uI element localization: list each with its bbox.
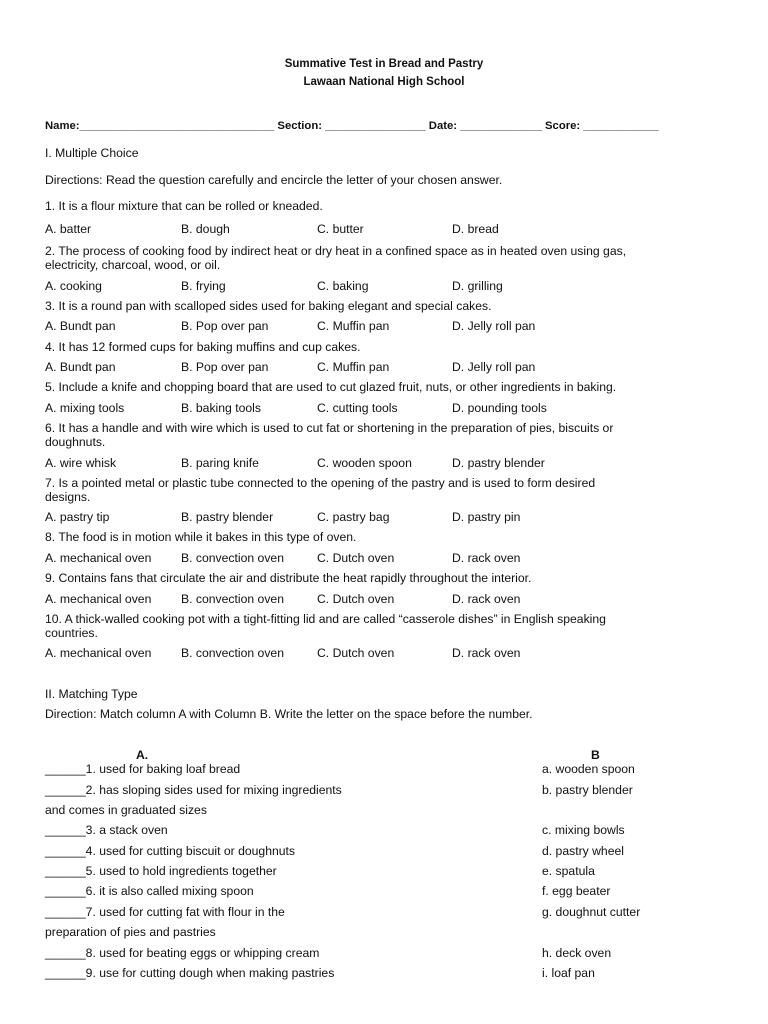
choice-6b: B. paring knife [181,456,259,470]
choice-7c: C. pastry bag [317,510,390,524]
match-row-8-a: ______8. used for beating eggs or whipping cream [45,946,320,960]
column-b-header: B [591,748,600,762]
choice-8a: A. mechanical oven [45,551,152,565]
student-info-line: Name:_______________________________ Section: ________________ Date: _____________ Score: ____________ [45,120,659,132]
choice-6c: C. wooden spoon [317,456,412,470]
match-row-4-a: ______4. used for cutting biscuit or doughnuts [45,844,296,858]
part2-directions: Direction: Match column A with Column B. Write the letter on the space before the number. [45,707,533,721]
choice-4b: B. Pop over pan [181,360,269,374]
match-row-8-b: h. deck oven [542,946,612,960]
match-row-3-a: ______3. a stack oven [45,823,168,837]
choice-3c: C. Muffin pan [317,319,390,333]
choice-9b: B. convection oven [181,592,284,606]
choice-5c: C. cutting tools [317,401,398,415]
choice-1b: B. dough [181,222,230,236]
choice-10b: B. convection oven [181,646,284,660]
choice-4c: C. Muffin pan [317,360,390,374]
choice-6a: A. wire whisk [45,456,117,470]
part1-directions: Directions: Read the question carefully and encircle the letter of your chosen answer. [45,173,503,187]
match-row-9-b: i. loaf pan [542,966,595,980]
choice-4a: A. Bundt pan [45,360,116,374]
choice-9a: A. mechanical oven [45,592,152,606]
choice-7a: A. pastry tip [45,510,110,524]
choice-3d: D. Jelly roll pan [452,319,536,333]
question-3: 3. It is a round pan with scalloped sides used for baking elegant and special cakes. [45,299,492,313]
choice-9d: D. rack oven [452,592,521,606]
choice-3a: A. Bundt pan [45,319,116,333]
choice-8b: B. convection oven [181,551,284,565]
choice-9c: C. Dutch oven [317,592,395,606]
choice-7b: B. pastry blender [181,510,274,524]
match-row-9-a: ______9. use for cutting dough when making pastries [45,966,335,980]
question-10-cont: countries. [45,626,98,640]
question-9: 9. Contains fans that circulate the air and distribute the heat rapidly throughout the interior. [45,571,532,585]
match-row-4-b: d. pastry wheel [542,844,624,858]
choice-5b: B. baking tools [181,401,261,415]
match-row-1-a: ______1. used for baking loaf bread [45,762,241,776]
choice-10a: A. mechanical oven [45,646,152,660]
choice-1c: C. butter [317,222,364,236]
part2-heading: II. Matching Type [45,687,138,701]
part1-heading: I. Multiple Choice [45,146,139,160]
question-4: 4. It has 12 formed cups for baking muffins and cup cakes. [45,340,361,354]
test-title: Summative Test in Bread and Pastry [284,58,484,70]
match-row-2-b: b. pastry blender [542,783,633,797]
choice-7d: D. pastry pin [452,510,521,524]
match-row-6-a: ______6. it is also called mixing spoon [45,884,254,898]
match-row-7-a-cont: preparation of pies and pastries [45,925,216,939]
choice-3b: B. Pop over pan [181,319,269,333]
match-row-5-b: e. spatula [542,864,595,878]
match-row-2-a: ______2. has sloping sides used for mixing ingredients [45,783,342,797]
choice-8d: D. rack oven [452,551,521,565]
choice-5a: A. mixing tools [45,401,125,415]
match-row-7-a: ______7. used for cutting fat with flour in the [45,905,285,919]
choice-10d: D. rack oven [452,646,521,660]
choice-4d: D. Jelly roll pan [452,360,536,374]
question-2: 2. The process of cooking food by indirect heat or dry heat in a confined space as in heated oven using gas, [45,244,627,258]
question-8: 8. The food is in motion while it bakes in this type of oven. [45,530,357,544]
choice-1a: A. batter [45,222,92,236]
question-1: 1. It is a flour mixture that can be rolled or kneaded. [45,199,323,213]
question-7-cont: designs. [45,490,91,504]
match-row-1-b: a. wooden spoon [542,762,635,776]
choice-2b: B. frying [181,279,226,293]
question-6: 6. It has a handle and with wire which is used to cut fat or shortening in the preparation of pies, biscuits or [45,421,614,435]
choice-1d: D. bread [452,222,499,236]
choice-10c: C. Dutch oven [317,646,395,660]
question-6-cont: doughnuts. [45,435,106,449]
question-10: 10. A thick-walled cooking pot with a tight-fitting lid and are called “casserole dishes” in English speaking [45,612,606,626]
school-name: Lawaan National High School [303,76,465,88]
choice-8c: C. Dutch oven [317,551,395,565]
match-row-7-b: g. doughnut cutter [542,905,641,919]
choice-6d: D. pastry blender [452,456,545,470]
match-row-2-a-cont: and comes in graduated sizes [45,803,207,817]
question-5: 5. Include a knife and chopping board that are used to cut glazed fruit, nuts, or other ingredients in baking. [45,380,617,394]
match-row-6-b: f. egg beater [542,884,611,898]
choice-2c: C. baking [317,279,369,293]
choice-2d: D. grilling [452,279,503,293]
question-7: 7. Is a pointed metal or plastic tube connected to the opening of the pastry and is used to form desired [45,476,596,490]
column-a-header: A. [136,748,149,762]
choice-5d: D. pounding tools [452,401,547,415]
question-2-cont: electricity, charcoal, wood, or oil. [45,258,221,272]
match-row-5-a: ______5. used to hold ingredients together [45,864,277,878]
choice-2a: A. cooking [45,279,102,293]
match-row-3-b: c. mixing bowls [542,823,625,837]
